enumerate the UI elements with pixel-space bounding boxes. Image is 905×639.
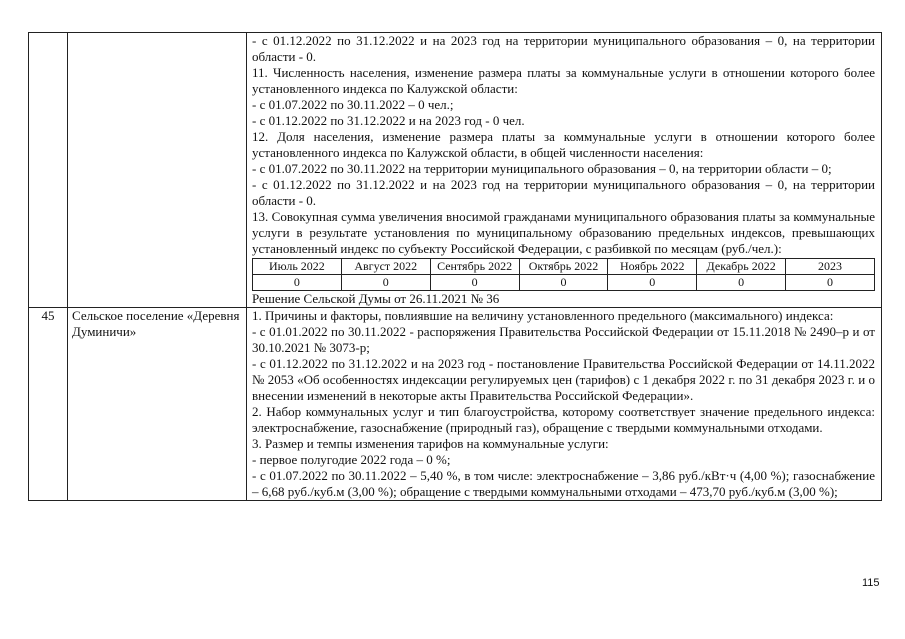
month-value: 0 (786, 275, 875, 291)
decision-reference: Решение Сельской Думы от 26.11.2021 № 36 (252, 291, 500, 306)
row-number-cell: 45 (29, 308, 68, 501)
description-cell (247, 308, 882, 501)
month-header: Август 2022 (341, 259, 430, 275)
paragraph: - с 01.12.2022 по 31.12.2022 и на 2023 год - 0 чел. (252, 113, 525, 128)
paragraph: 3. Размер и темпы изменения тарифов на коммунальные услуги: (252, 436, 609, 451)
monthly-sum-table (252, 258, 875, 291)
paragraph: - с 01.07.2022 по 30.11.2022 на территории муниципального образования – 0, на территории области – 0; (252, 161, 832, 176)
paragraph: - с 01.07.2022 по 30.11.2022 – 5,40 %, в том числе: электроснабжение – 3,86 руб./кВт·ч (4,00 %); газоснабжение – 6,68 руб./куб.м (3,00 %); обращение с твердыми коммунальными отходами – 473,70 руб./куб.м (3,00 %); (252, 468, 875, 499)
municipality-cell: Сельское поселение «Деревня Думиничи» (68, 308, 247, 501)
paragraph: 13. Совокупная сумма увеличения вносимой гражданами муниципального образования платы за коммунальные услуги в результате установления по муниципальному образованию предельных индексов, превышающих установленный индекс по субъекту Российской Федерации, с разбивкой по месяцам (руб./чел.): (252, 209, 875, 256)
paragraph: - первое полугодие 2022 года – 0 %; (252, 452, 451, 467)
months-values-row (253, 275, 875, 291)
month-header: Июль 2022 (253, 259, 342, 275)
table-row (29, 308, 882, 501)
paragraph: 11. Численность населения, изменение размера платы за коммунальные услуги в отношении которого более установленного индекса по Калужской области: (252, 65, 875, 96)
page-number: 115 (862, 577, 880, 589)
month-header: Октябрь 2022 (519, 259, 608, 275)
month-header: Декабрь 2022 (697, 259, 786, 275)
month-header: Сентябрь 2022 (430, 259, 519, 275)
row-number-cell (29, 33, 68, 308)
month-value: 0 (253, 275, 342, 291)
month-header: 2023 (786, 259, 875, 275)
paragraph: - с 01.01.2022 по 30.11.2022 - распоряжения Правительства Российской Федерации от 15.11.2018 № 2490–р и от 30.10.2021 № 3073-р; (252, 324, 875, 355)
paragraph: - с 01.12.2022 по 31.12.2022 и на 2023 год на территории муниципального образования – 0, на территории области - 0. (252, 177, 875, 208)
month-value: 0 (430, 275, 519, 291)
table-row (29, 33, 882, 308)
description-cell (247, 33, 882, 308)
month-value: 0 (519, 275, 608, 291)
paragraph: 1. Причины и факторы, повлиявшие на величину установленного предельного (максимального) индекса: (252, 308, 834, 323)
paragraph: 12. Доля населения, изменение размера платы за коммунальные услуги в отношении которого более установленного индекса по Калужской области, в общей численности населения: (252, 129, 875, 160)
month-value: 0 (697, 275, 786, 291)
month-value: 0 (341, 275, 430, 291)
paragraph: - с 01.07.2022 по 30.11.2022 – 0 чел.; (252, 97, 454, 112)
municipality-cell (68, 33, 247, 308)
paragraph: - с 01.12.2022 по 31.12.2022 и на 2023 год на территории муниципального образования – 0, на территории области - 0. (252, 33, 875, 64)
paragraph: 2. Набор коммунальных услуг и тип благоустройства, которому соответствует значение предельного индекса: электроснабжение, газоснабжение (природный газ), обращение с твердыми коммунальными отходами. (252, 404, 875, 435)
paragraph: - с 01.12.2022 по 31.12.2022 и на 2023 год - постановление Правительства Российской Федерации от 14.11.2022 № 2053 «Об особенностях индексации регулируемых цен (тарифов) с 1 декабря 2022 г. по 31 декабря 2023 г. и о внесении изменений в некоторые акты Правительства Российской Федерации». (252, 356, 875, 403)
months-header-row (253, 259, 875, 275)
index-table (28, 32, 882, 501)
month-header: Ноябрь 2022 (608, 259, 697, 275)
month-value: 0 (608, 275, 697, 291)
